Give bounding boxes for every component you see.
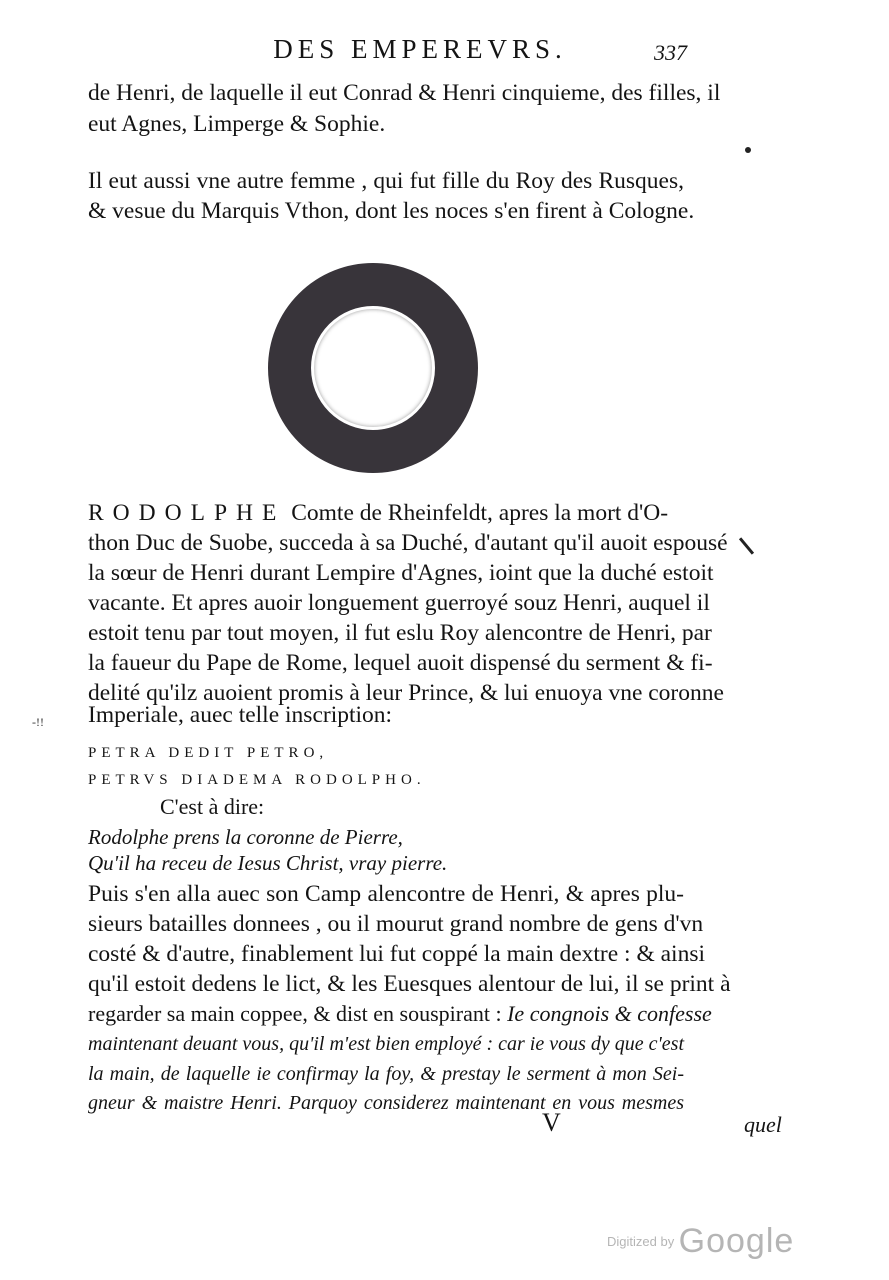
inscription-line: PETRA DEDIT PETRO, <box>88 745 329 761</box>
margin-mark <box>739 537 754 554</box>
text-line: Il eut aussi vne autre femme , qui fut fille du Roy des Rusques, <box>88 168 684 194</box>
italic-line: gneur & maistre Henri. Parquoy considerez maintenant en vous mesmes <box>88 1092 684 1114</box>
text-line: Puis s'en alla auec son Camp alencontre de Henri, & apres plu- <box>88 881 684 907</box>
margin-speck: -!! <box>32 715 44 729</box>
verse-line: Qu'il ha receu de Iesus Christ, vray pierre. <box>88 851 448 875</box>
text-line: sieurs batailles donnees , ou il mourut grand nombre de gens d'vn <box>88 911 704 937</box>
italic-line: la main, de laquelle ie confirmay la foy, & prestay le serment à mon Sei- <box>88 1063 684 1085</box>
digitized-by-label: Digitized by <box>607 1234 675 1249</box>
margin-dot <box>745 147 751 153</box>
verse-line: Rodolphe prens la coronne de Pierre, <box>88 825 403 849</box>
signature-mark: V <box>542 1108 561 1137</box>
text-line: thon Duc de Suobe, succeda à sa Duché, d'autant qu'il auoit espousé <box>88 530 728 556</box>
lead-word: RODOLPHE <box>88 500 286 526</box>
text-line: estoit tenu par tout moyen, il fut eslu Roy alencontre de Henri, par <box>88 620 712 646</box>
text-line: la sœur de Henri durant Lempire d'Agnes, ioint que la duché estoit <box>88 560 714 586</box>
text-line: de Henri, de laquelle il eut Conrad & Henri cinquieme, des filles, il <box>88 80 721 106</box>
catchword: quel <box>744 1112 782 1137</box>
text-line: vacante. Et apres auoir longuement guerroyé souz Henri, auquel il <box>88 590 710 616</box>
text-line-lead <box>88 498 684 528</box>
digitizer-watermark <box>607 1222 794 1261</box>
mixed-roman: regarder sa main coppee, & dist en souspirant : <box>88 1001 508 1026</box>
text-line: eut Agnes, Limperge & Sophie. <box>88 111 386 137</box>
crown-ring-illustration <box>268 263 478 473</box>
lead-line-rest: Comte de Rheinfeldt, apres la mort d'O- <box>285 500 669 526</box>
google-logo: Google <box>678 1222 795 1260</box>
mixed-italic: Ie congnois & confesse <box>507 1001 712 1026</box>
translation-intro: C'est à dire: <box>160 794 265 819</box>
text-line: qu'il estoit dedens le lict, & les Euesques alentour de lui, il se print à <box>88 971 731 997</box>
text-line: costé & d'autre, finablement lui fut coppé la main dextre : & ainsi <box>88 941 706 967</box>
ring-hole <box>314 309 432 427</box>
running-title: DES EMPEREVRS. <box>273 34 567 64</box>
inscription-line: PETRVS DIADEMA RODOLPHO. <box>88 772 426 788</box>
page-number: 337 <box>654 40 687 65</box>
text-line-mixed <box>88 999 712 1029</box>
text-line: la faueur du Pape de Rome, lequel auoit dispensé du serment & fi- <box>88 650 713 676</box>
text-line: & vesue du Marquis Vthon, dont les noces s'en firent à Cologne. <box>88 198 695 224</box>
italic-line: maintenant deuant vous, qu'il m'est bien employé : car ie vous dy que c'est <box>88 1033 685 1055</box>
text-line: Imperiale, auec telle inscription: <box>88 702 393 728</box>
text-line: delité qu'ilz auoient promis à leur Prince, & lui enuoya vne coronne <box>88 680 724 706</box>
